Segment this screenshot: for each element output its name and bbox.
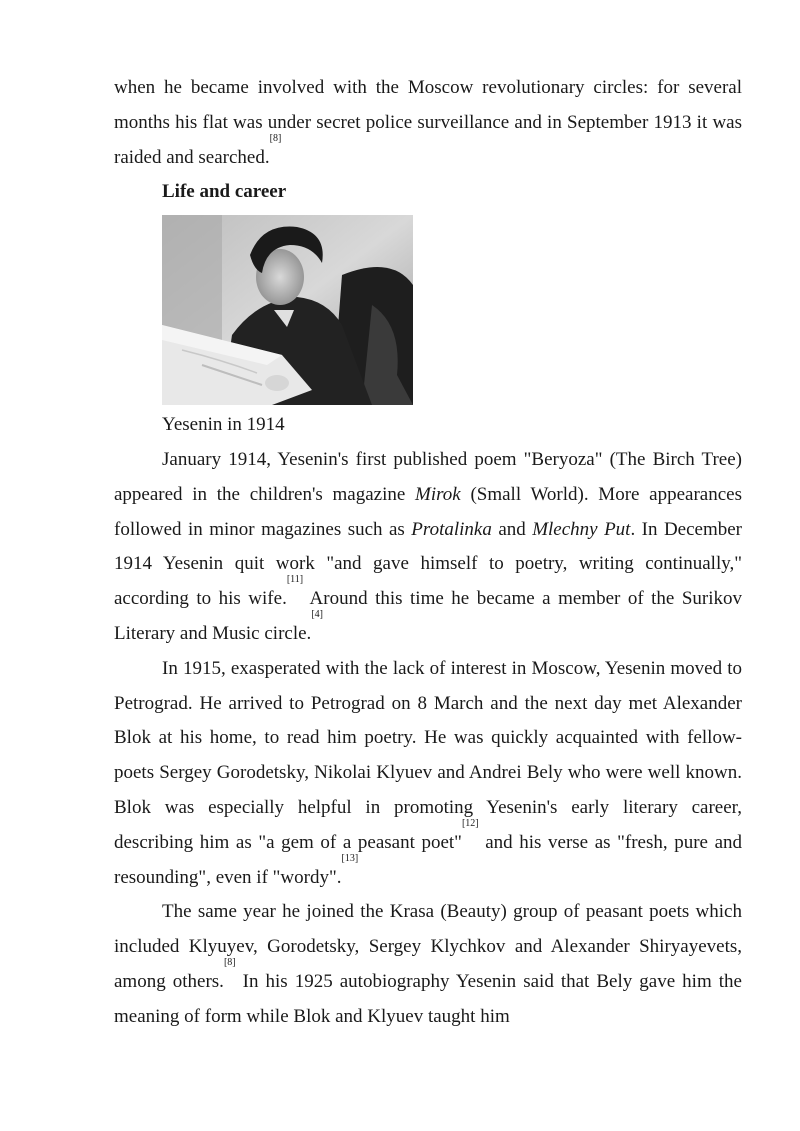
footnote-ref[interactable]: [13] xyxy=(341,852,359,864)
footnote-ref[interactable]: [4] xyxy=(311,608,323,620)
section-heading: Life and career xyxy=(162,181,287,202)
body-text xyxy=(114,443,742,1035)
footnote-ref[interactable]: [12] xyxy=(461,817,479,829)
paragraph-1: January 1914, Yesenin's first published poem "Beryoza" (The Birch Tree) appeared in the children's magazine Mirok (Small World). More appearances followed in minor magazines such as Protalinka and Mlechny Put. In December 1914 Yesenin quit work "and gave himself to poetry, writing continually," according to his wife.[11] Around this time he became a member of the Surikov Literary and Music circle.[4] xyxy=(114,449,743,644)
intro-text: when he became involved with the Moscow revolutionary circles: for several months his flat was under secret police surveillance and in September 1913 it was raided and searched. xyxy=(114,77,742,168)
paragraph-2: In 1915, exasperated with the lack of interest in Moscow, Yesenin moved to Petrograd. He arrived to Petrograd on 8 March and the next day met Alexander Blok at his home, to read him poetry. He was quickly acquainted with fellow-poets Sergey Gorodetsky, Nikolai Klyuev and Andrei Bely who were well known. Blok was especially helpful in promoting Yesenin's early literary career, describing him as "a gem of a peasant poet"[12] and his verse as "fresh, pure and resounding", even if "wordy".[13] xyxy=(114,657,743,888)
photo-image xyxy=(162,215,413,405)
photo-caption: Yesenin in 1914 xyxy=(162,414,285,435)
intro-paragraph xyxy=(114,71,742,175)
footnote-ref[interactable]: [8] xyxy=(223,956,236,968)
yesenin-photo xyxy=(162,215,413,405)
footnote-ref[interactable]: [8] xyxy=(269,132,282,144)
footnote-ref[interactable]: [11] xyxy=(286,574,304,586)
paragraph-3: The same year he joined the Krasa (Beauty) group of peasant poets which included Klyuyev, Gorodetsky, Sergey Klychkov and Alexander Shiryayevets, among others.[8] In his 1925 autobiography Yesenin said that Bely gave him the meaning of form while Blok and Klyuev taught him xyxy=(114,901,742,1027)
